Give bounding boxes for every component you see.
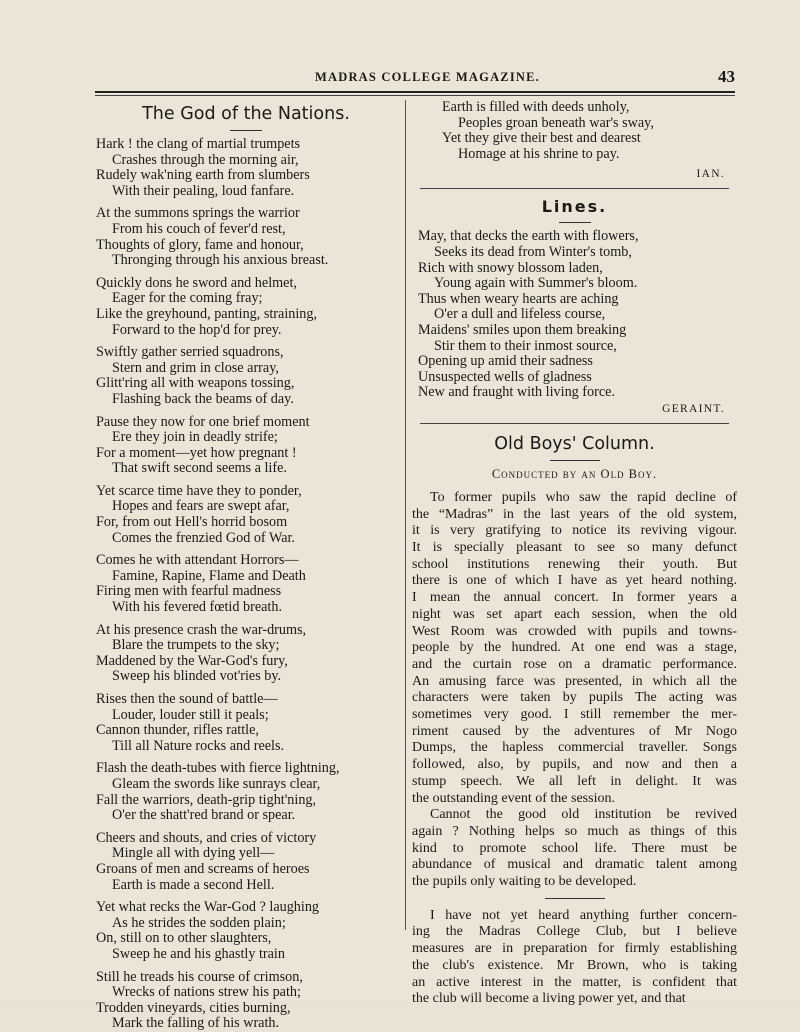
stanza <box>96 206 396 268</box>
lines-poem-body <box>412 229 737 401</box>
poem-line: Thus when weary hearts are aching <box>418 290 619 307</box>
column-paragraph <box>412 490 737 807</box>
stanza <box>96 831 396 893</box>
poem-line: Maidens' smiles upon them breaking <box>418 321 627 338</box>
poem-line: For, from out Hell's horrid bosom <box>96 514 288 531</box>
poem-line: Rudely wak'ning earth from slumbers <box>96 167 310 184</box>
poem-continuation <box>412 100 737 162</box>
poem-line: Cannon thunder, rifles rattle, <box>96 722 259 739</box>
poem-line: Unsuspected wells of gladness <box>418 368 592 385</box>
page-header <box>95 68 735 92</box>
poem-line: Famine, Rapine, Flame and Death <box>112 567 306 584</box>
poem-line: Groans of men and screams of heroes <box>96 860 310 877</box>
poem-line: Peoples groan beneath war's sway, <box>458 114 654 131</box>
column-paragraph <box>412 908 737 1008</box>
prose-line: abundance of musical and dramatic talent among <box>412 857 737 873</box>
stanza <box>96 345 396 407</box>
column-divider <box>405 100 406 930</box>
poem-line: Swiftly gather serried squadrons, <box>96 344 284 361</box>
poem-line: For a moment—yet how pregnant ! <box>96 444 297 461</box>
poem-line: At his presence crash the war-drums, <box>96 621 307 638</box>
stanza <box>96 900 396 962</box>
prose-line: An amusing farce was presented, in which all the <box>412 673 737 689</box>
stanza <box>96 761 396 823</box>
poem-line: Quickly dons he sword and helmet, <box>96 274 297 291</box>
poem-line: From his couch of fever'd rest, <box>112 220 286 237</box>
poem-line: Hark ! the clang of martial trumpets <box>96 136 301 152</box>
poem-line: Hopes and fears are swept afar, <box>112 498 290 515</box>
prose-line: people by the hundred. At one end was a stage, <box>412 640 737 656</box>
poem-line: Thoughts of glory, fame and honour, <box>96 236 304 253</box>
prose-line: I mean the annual concert. In former years a <box>412 590 737 606</box>
poem-line: O'er the shatt'red brand or spear. <box>112 807 296 824</box>
right-column <box>412 100 737 1008</box>
poem-line: Glitt'ring all with weapons tossing, <box>96 375 295 392</box>
prose-line: Cannot the good old institution be revived <box>430 807 737 823</box>
poem-line: Like the greyhound, panting, straining, <box>96 305 318 322</box>
lines-signature: GERAINT. <box>662 402 725 415</box>
poem-line: Comes he with attendant Horrors— <box>96 552 299 569</box>
poem-line: Rich with snowy blossom laden, <box>418 259 603 276</box>
poem-line: Yet scarce time have they to ponder, <box>96 482 302 499</box>
poem-line: Homage at his shrine to pay. <box>458 145 620 162</box>
poem-line: Mark the falling of his wrath. <box>112 1015 280 1032</box>
poem-line: Forward to the hop'd for prey. <box>112 321 282 338</box>
poem-line: Mingle all with dying yell— <box>112 845 275 862</box>
prose-line: there is one of which I have as yet heard nothing. <box>412 573 737 589</box>
prose-line: an active interest in the matter, is confident that <box>412 974 737 990</box>
prose-line: the club will become a living power yet, and that <box>412 991 686 1007</box>
poem-line: Ere they join in deadly strife; <box>112 429 278 446</box>
column-title: Old Boys' Column. <box>494 433 655 454</box>
prose-line: It is specially pleasant to see so many defunct <box>412 540 737 556</box>
stanza <box>96 415 396 477</box>
poem-line: Thronging through his anxious breast. <box>112 252 329 269</box>
prose-line: followed, also, by pupils, and now and then a <box>412 757 737 773</box>
stanza <box>96 276 396 338</box>
poem-line: Still he treads his course of crimson, <box>96 968 303 985</box>
prose-line: sometimes very good. I still remember the mer- <box>412 707 737 723</box>
column-paragraph <box>412 807 737 891</box>
prose-line: it is very gratifying to notice its reviving vigour. <box>412 523 737 539</box>
poem-line: Earth is made a second Hell. <box>112 876 275 893</box>
prose-line: riment caused by the adventures of Mr Nogo <box>412 723 737 739</box>
prose-line: and the curtain rose on a dramatic performance. <box>412 656 737 672</box>
prose-line: stump speech. We all left in delight. It was <box>412 773 737 789</box>
poem-line: Young again with Summer's bloom. <box>434 275 638 292</box>
poem-line: Wrecks of nations strew his path; <box>112 984 301 1001</box>
prose-line: ing the Madras College Club, but I believe <box>412 924 737 940</box>
poem-line: Flash the death-tubes with fierce lightning, <box>96 760 340 777</box>
poem-line: Stern and grim in close array, <box>112 359 279 376</box>
poem-line: O'er a dull and lifeless course, <box>434 306 606 323</box>
poem-line: New and fraught with living force. <box>418 384 615 401</box>
poem-line: Seeks its dead from Winter's tomb, <box>434 243 632 260</box>
stanza <box>96 623 396 685</box>
prose-line: the club's existence. Mr Brown, who is taking <box>412 957 737 973</box>
prose-line: To former pupils who saw the rapid decline of <box>430 489 737 505</box>
prose-line: I have not yet heard anything further concern- <box>430 907 737 923</box>
prose-line: Dumps, the hapless commercial traveller. Songs <box>412 740 737 756</box>
prose-line: West Room was crowded with pupils and towns- <box>412 623 737 639</box>
running-head: MADRAS COLLEGE MAGAZINE. <box>315 70 540 84</box>
poem-line: Yet what recks the War-God ? laughing <box>96 899 320 916</box>
stanza <box>96 692 396 754</box>
poem-line: Rises then the sound of battle— <box>96 691 278 707</box>
stanza <box>96 484 396 546</box>
poem-line: Fall the warriors, death-grip tight'ning, <box>96 791 317 808</box>
prose-line: night was set apart each session, when the old <box>412 606 737 622</box>
poem-line: Till all Nature rocks and reels. <box>112 737 285 754</box>
poem-line: Maddened by the War-God's fury, <box>96 652 288 669</box>
prose-line: the outstanding event of the session. <box>412 790 615 806</box>
stanza <box>96 137 396 199</box>
prose-line: again ? Nothing helps so much as things of this <box>412 823 737 839</box>
poem-line: Sweep he and his ghastly train <box>112 945 285 962</box>
poem-line: Comes the frenzied God of War. <box>112 529 295 546</box>
stanza <box>96 553 396 615</box>
title-rule <box>550 460 600 461</box>
prose-line: characters were taken by pupils The acting was <box>412 690 737 706</box>
poem-body <box>96 137 396 1032</box>
poem-line: At the summons springs the warrior <box>96 205 300 222</box>
poem-line: Crashes through the morning air, <box>112 151 299 168</box>
left-column <box>96 100 396 1032</box>
poem-line: With their pealing, loud fanfare. <box>112 182 295 199</box>
poem-line: Gleam the swords like sunrays clear, <box>112 775 321 792</box>
poem-line: Opening up amid their sadness <box>418 353 593 370</box>
prose-line: the “Madras” in the last years of the old system, <box>412 506 737 522</box>
prose-line: kind to promote school life. There must be <box>412 840 737 856</box>
poem-line: Pause they now for one brief moment <box>96 413 310 430</box>
poem-line: That swift second seems a life. <box>112 460 287 477</box>
header-rule-thin <box>95 95 735 96</box>
paragraph-rule <box>545 898 605 899</box>
poem-title: The God of the Nations. <box>142 104 350 124</box>
poem-signature: IAN. <box>696 168 725 181</box>
poem-line: Trodden vineyards, cities burning, <box>96 999 291 1016</box>
poem-line: With his fevered fœtid breath. <box>112 599 283 616</box>
poem-line: On, still on to other slaughters, <box>96 930 272 947</box>
poem-line: Louder, louder still it peals; <box>112 706 269 723</box>
header-rule <box>95 91 735 93</box>
poem-line: Flashing back the beams of day. <box>112 390 294 407</box>
poem-line: Eager for the coming fray; <box>112 290 263 307</box>
title-rule <box>230 130 262 131</box>
poem-line: Earth is filled with deeds unholy, <box>442 99 630 115</box>
poem-line: As he strides the sodden plain; <box>112 914 286 931</box>
page-number: 43 <box>718 67 735 86</box>
poem-line: Sweep his blinded vot'ries by. <box>112 668 282 685</box>
section-rule <box>420 188 729 189</box>
prose-line: measures are in preparation for firmly establishing <box>412 941 737 957</box>
poem-line: Blare the trumpets to the sky; <box>112 637 280 654</box>
poem-line: Stir them to their inmost source, <box>434 337 617 354</box>
column-byline: Conducted by an Old Boy. <box>491 466 658 481</box>
prose-line: the pupils only waiting to be developed. <box>412 874 637 890</box>
poem-line: Yet they give their best and dearest <box>442 130 641 147</box>
prose-line: school institutions renewing their youth. But <box>412 556 737 572</box>
title-rule <box>559 222 591 223</box>
lines-title: Lines. <box>541 197 608 217</box>
poem-line: Firing men with fearful madness <box>96 583 282 600</box>
poem-line: Cheers and shouts, and cries of victory <box>96 829 317 846</box>
section-rule <box>420 423 729 424</box>
poem-line: May, that decks the earth with flowers, <box>418 228 639 245</box>
